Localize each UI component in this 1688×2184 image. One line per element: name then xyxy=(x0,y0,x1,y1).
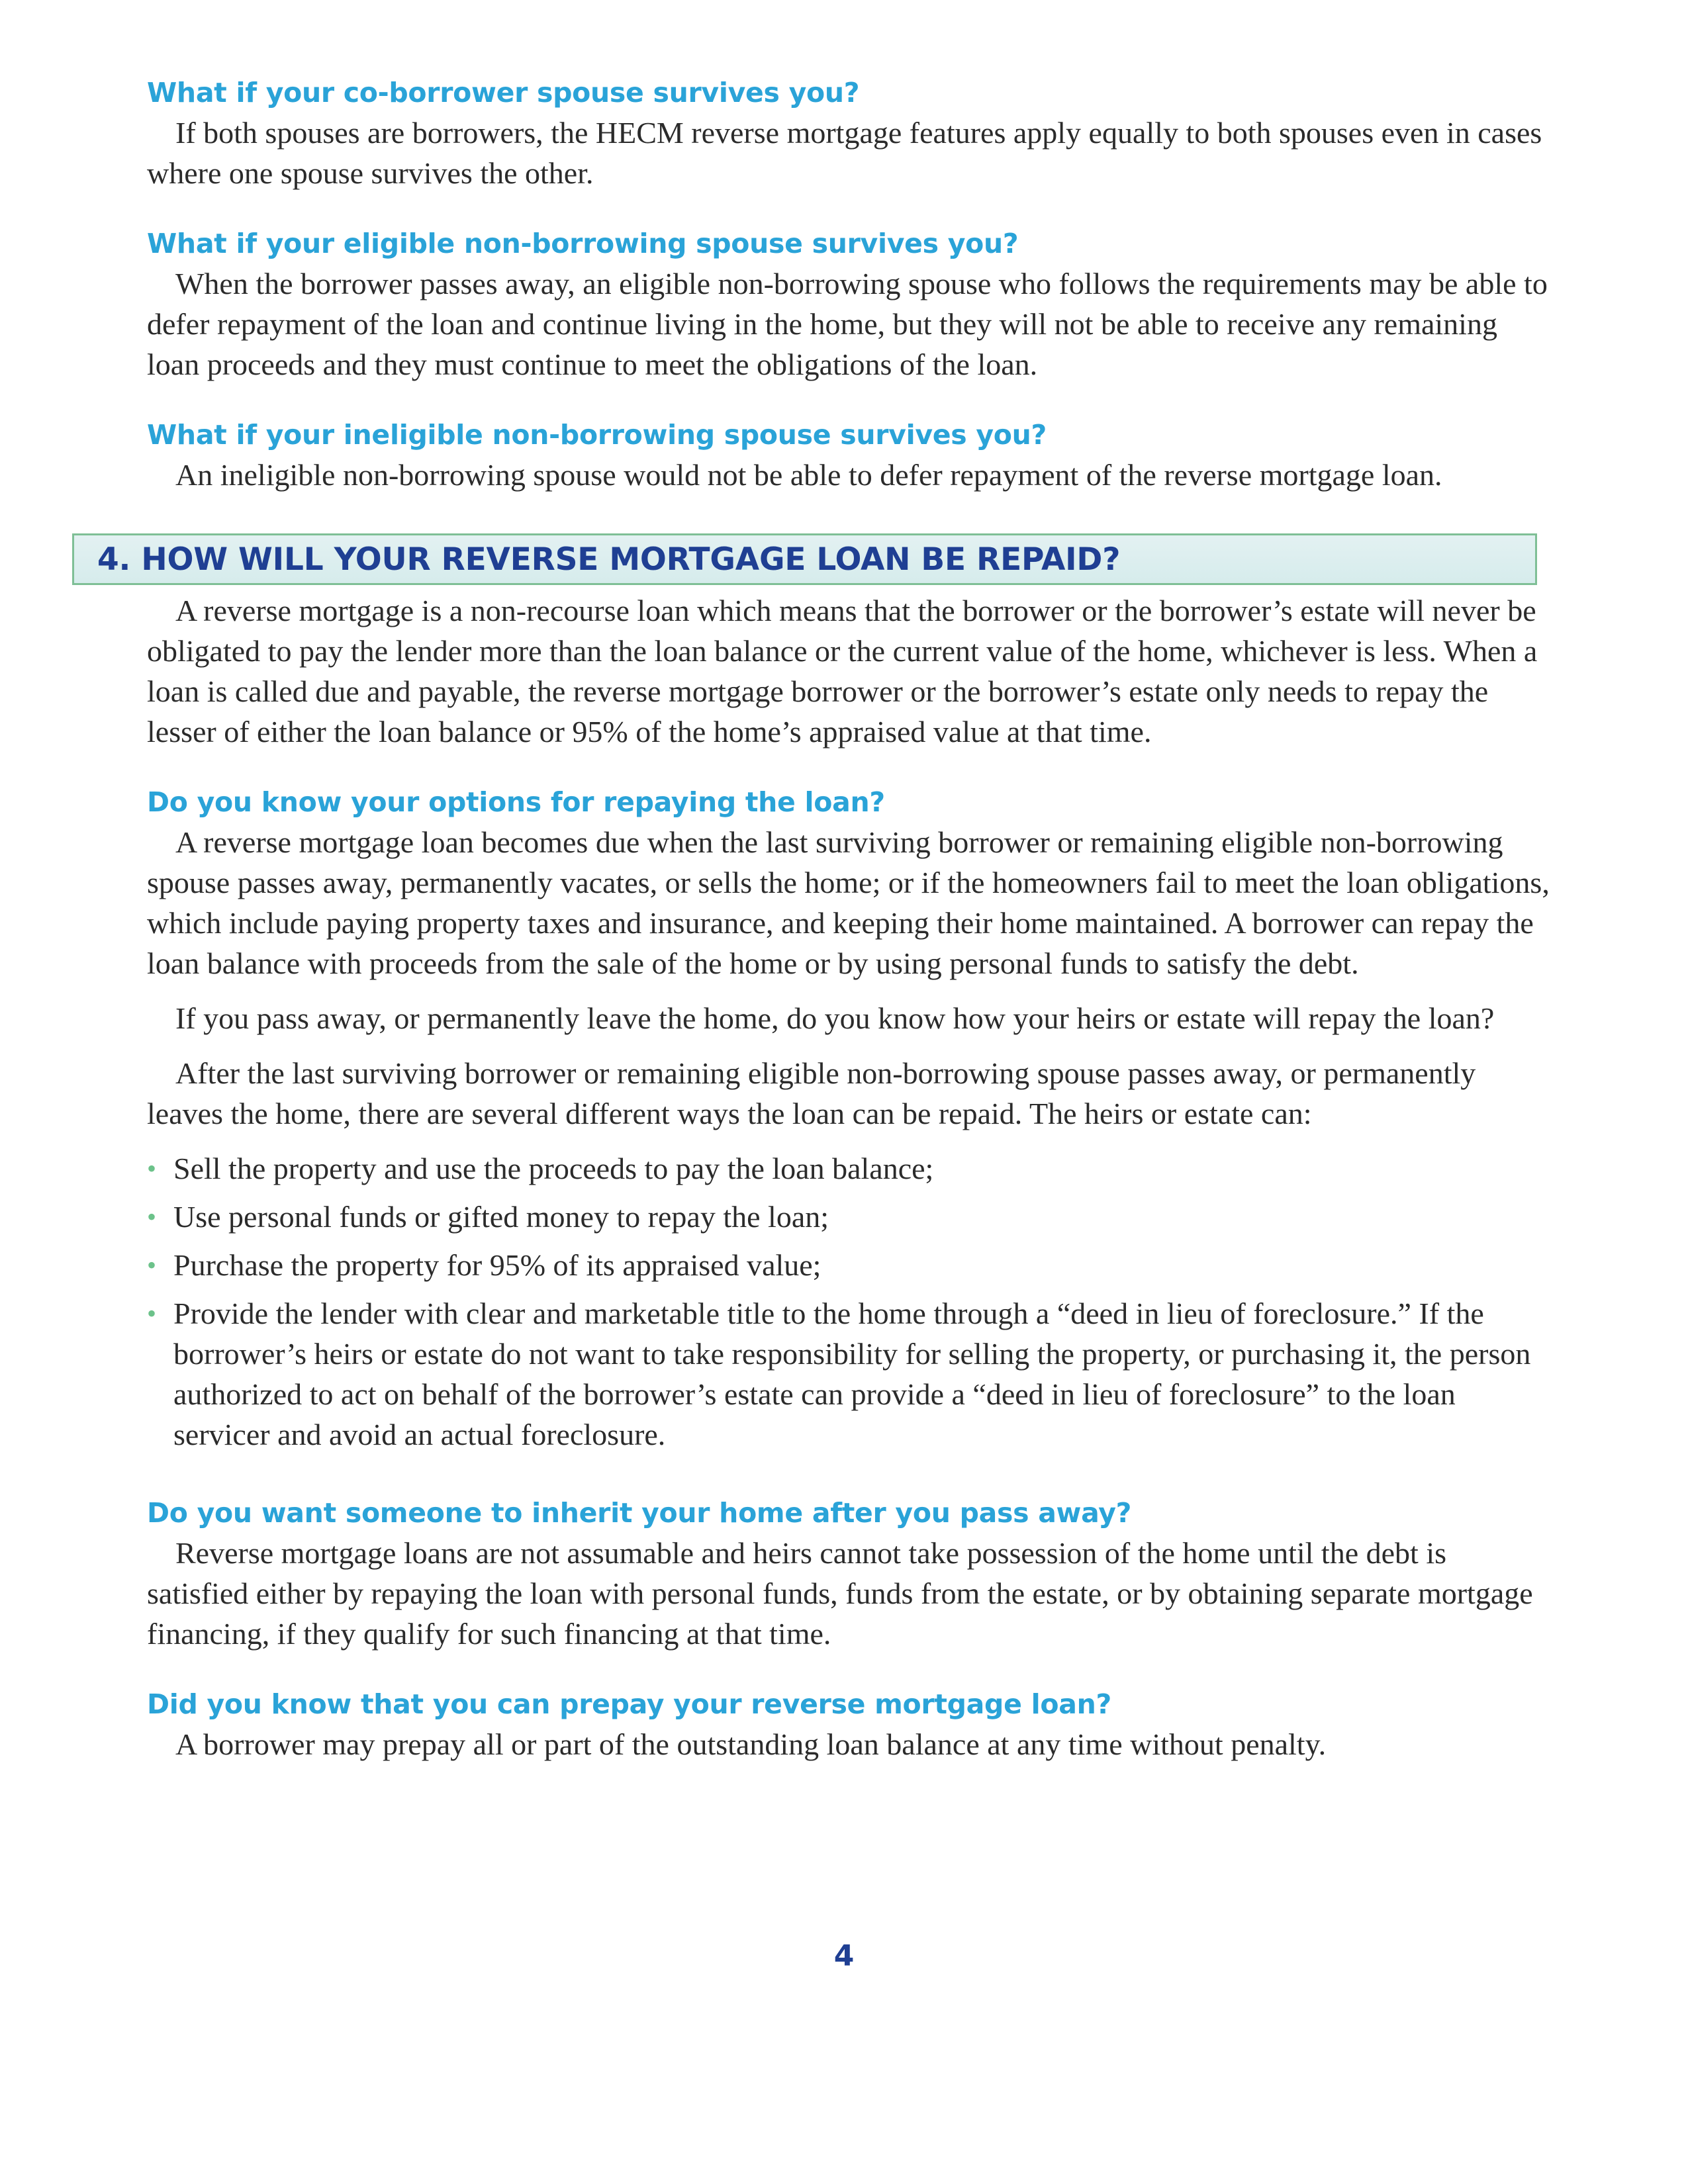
list-item-text: Sell the property and use the proceeds to pay the loan balance; xyxy=(173,1152,934,1185)
spacer xyxy=(147,385,1550,415)
spacer xyxy=(147,1463,1550,1493)
question-heading-prepay: Did you know that you can prepay your reverse mortgage loan? xyxy=(147,1688,1111,1720)
repayment-options-list xyxy=(147,1148,1550,1455)
spacer xyxy=(147,752,1550,782)
question-heading-options: Do you know your options for repaying the loan? xyxy=(147,786,885,818)
list-item-text: Use personal funds or gifted money to repay the loan; xyxy=(173,1200,829,1234)
question-heading-coborrower: What if your co-borrower spouse survives you? xyxy=(147,77,860,109)
document-page xyxy=(97,73,1550,1764)
question-heading-ineligible-spouse: What if your ineligible non-borrowing spouse survives you? xyxy=(147,419,1047,451)
paragraph-prepay: A borrower may prepay all or part of the outstanding loan balance at any time without penalty. xyxy=(175,1727,1327,1761)
paragraph-options-1: A reverse mortgage loan becomes due when the last surviving borrower or remaining eligible non-borrowing spouse passes away, permanently vacates, or sells the home; or if the homeowners fail to meet the loan obligations, which include paying property taxes and insurance, and keeping their home maintained. A borrower can repay the loan balance with proceeds from the sale of the home or by using personal funds to satisfy the debt. xyxy=(147,825,1550,980)
spacer xyxy=(147,1038,1550,1053)
spacer xyxy=(147,495,1550,533)
paragraph-repay-intro: A reverse mortgage is a non-recourse loan which means that the borrower or the borrower’s estate will never be obligated to pay the lender more than the loan balance or the current value of the home, whichever is less. When a loan is called due and payable, the reverse mortgage borrower or the borrower’s estate only needs to repay the lesser of either the loan balance or 95% of the home’s appraised value at that time. xyxy=(147,594,1538,749)
paragraph-options-2: If you pass away, or permanently leave the home, do you know how your heirs or estate will repay the loan? xyxy=(175,1001,1495,1035)
section-title: 4. HOW WILL YOUR REVERSE MORTGAGE LOAN BE REPAID? xyxy=(97,541,1121,578)
list-item xyxy=(147,1197,1550,1237)
paragraph-coborrower: If both spouses are borrowers, the HECM reverse mortgage features apply equally to both spouses even in cases where one spouse survives the other. xyxy=(147,116,1542,190)
bullet-dot-icon: • xyxy=(147,1298,157,1328)
section-banner xyxy=(72,533,1537,585)
spacer xyxy=(147,1134,1550,1148)
paragraph-eligible-spouse: When the borrower passes away, an eligible non-borrowing spouse who follows the requirements may be able to defer repayment of the loan and continue living in the home, but they will not be able to receive any remaining loan proceeds and they must continue to meet the obligations of the loan. xyxy=(147,267,1548,381)
question-heading-inherit: Do you want someone to inherit your home after you pass away? xyxy=(147,1497,1132,1529)
spacer xyxy=(147,193,1550,224)
bullet-dot-icon: • xyxy=(147,1250,157,1280)
paragraph-options-3: After the last surviving borrower or remaining eligible non-borrowing spouse passes away, or permanently leaves the home, there are several different ways the loan can be repaid. The heirs or estate can: xyxy=(147,1056,1476,1130)
list-item-text: Provide the lender with clear and marketable title to the home through a “deed in lieu of foreclosure.” If the borrower’s heirs or estate do not want to take responsibility for selling the property, or purchasing it, the person authorized to act on behalf of the borrower’s estate can provide a “deed in lieu of foreclosure” to the loan servicer and avoid an actual foreclosure. xyxy=(173,1297,1531,1451)
list-item xyxy=(147,1245,1550,1285)
question-heading-eligible-spouse: What if your eligible non-borrowing spouse survives you? xyxy=(147,228,1019,259)
list-item xyxy=(147,1293,1550,1455)
bullet-dot-icon: • xyxy=(147,1202,157,1232)
list-item xyxy=(147,1148,1550,1189)
spacer xyxy=(147,585,1550,590)
paragraph-ineligible-spouse: An ineligible non-borrowing spouse would not be able to defer repayment of the reverse mortgage loan. xyxy=(175,458,1442,492)
list-item-text: Purchase the property for 95% of its appraised value; xyxy=(173,1248,821,1282)
spacer xyxy=(147,983,1550,998)
paragraph-inherit: Reverse mortgage loans are not assumable and heirs cannot take possession of the home until the debt is satisfied either by repaying the loan with personal funds, funds from the estate, or by obtaining separate mortgage financing, if they qualify for such financing at that time. xyxy=(147,1536,1533,1651)
bullet-dot-icon: • xyxy=(147,1154,157,1183)
page-number: 4 xyxy=(833,1939,855,1973)
spacer xyxy=(147,1654,1550,1684)
